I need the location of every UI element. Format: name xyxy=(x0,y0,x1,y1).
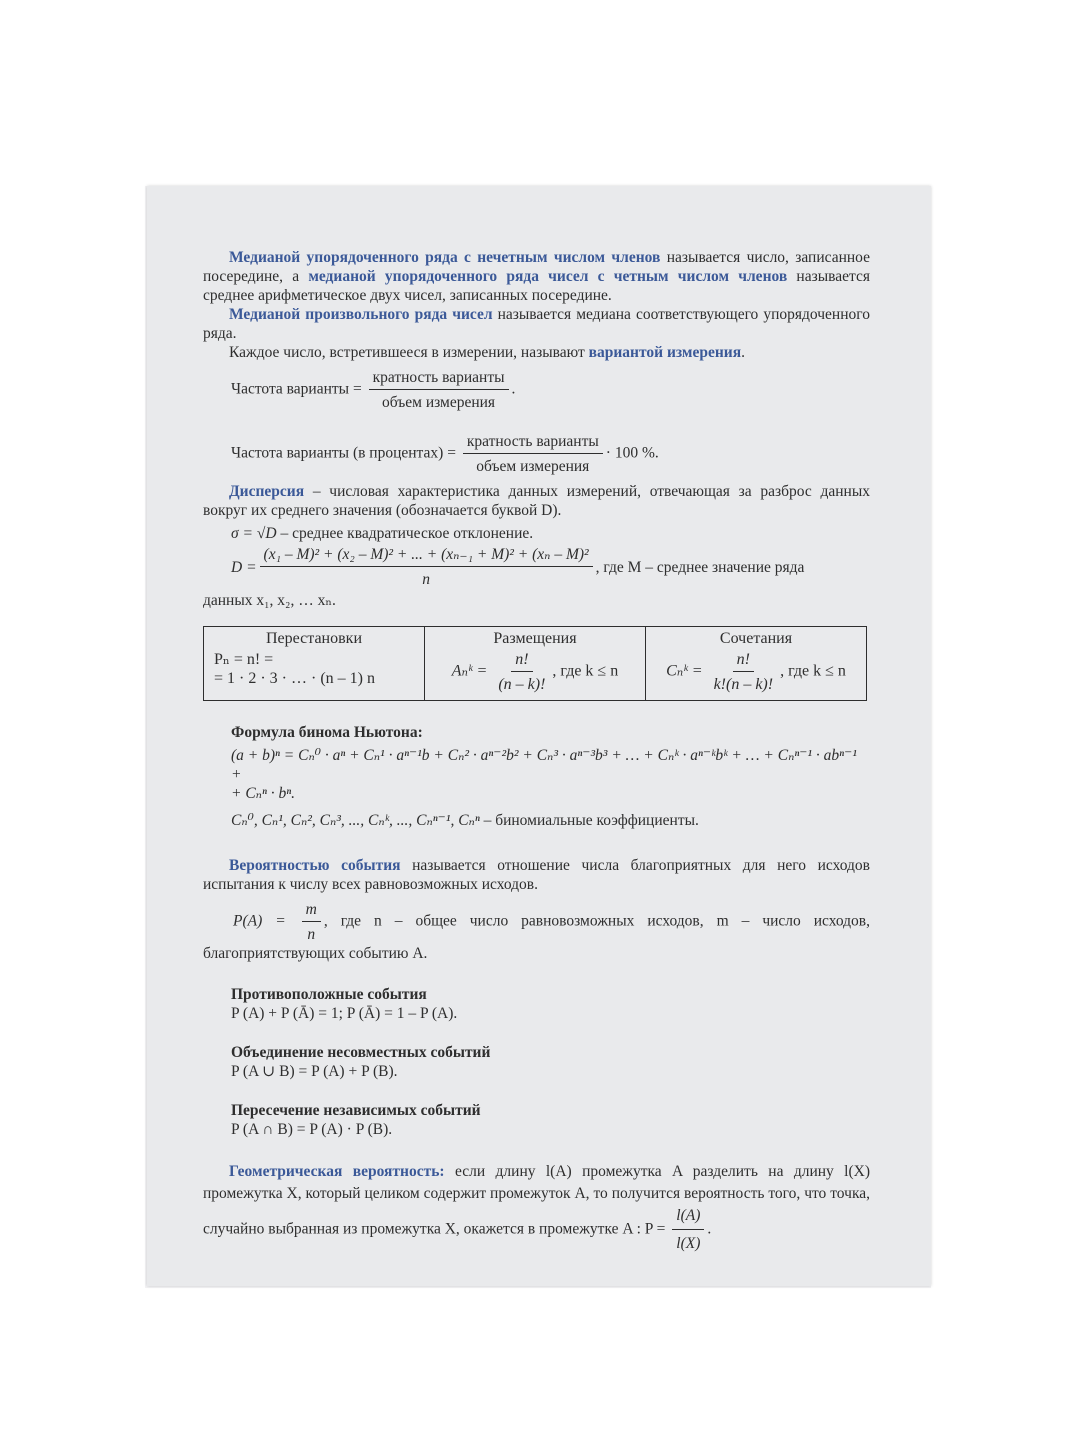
sigma-text: – среднее квадратическое отклонение. xyxy=(276,525,534,542)
variant-term: вариантой измерения xyxy=(588,344,742,361)
arrangements-cell xyxy=(425,648,646,701)
frequency-end: . xyxy=(511,380,516,398)
probability-denominator: n xyxy=(307,926,316,943)
event-intersection-title: Пересечение независимых событий xyxy=(231,1102,481,1119)
binomial-line-2 xyxy=(231,784,870,803)
probability-lhs: P(A) = xyxy=(233,912,286,930)
median-text-2: называется среднее арифметическое двух чисел, записанных посередине. xyxy=(203,268,870,304)
geometric-fraction xyxy=(672,1205,704,1255)
sigma-formula xyxy=(231,524,870,543)
geometric-text: если длину l(A) промежутка A разделить на длину l(X) промежутка X, который целиком содержит промежуток A, то получится вероятность того, что точка, случайно выбранная из промежутка X, окажется в промежутке A : P = xyxy=(203,1163,871,1238)
variant-text: Каждое число, встретившееся в измерении, называют xyxy=(229,344,589,361)
event-union-formula: P (A ∪ B) = P (A) + P (B). xyxy=(231,1063,398,1080)
frequency-percent-end: · 100 %. xyxy=(605,444,659,462)
binomial-coefficients-text: – биномиальные коэффициенты. xyxy=(479,812,699,829)
dispersion-lhs-text: D = xyxy=(231,558,257,576)
binomial-title: Формула бинома Ньютона: xyxy=(231,724,423,741)
permutations-line-2: = 1 · 2 · 3 · … · (n – 1) n xyxy=(214,670,375,687)
event-opposite-title: Противоположные события xyxy=(231,986,427,1003)
binomial-line-1-text: (a + b)ⁿ = Cₙ⁰ · aⁿ + Cₙ¹ · aⁿ⁻¹b + Cₙ² · aⁿ⁻²b² + Cₙ³ · aⁿ⁻³b³ + … + Cₙᵏ · aⁿ⁻ᵏbᵏ + … + Cₙⁿ⁻¹ · abⁿ⁻¹ + xyxy=(231,747,857,783)
dispersion-formula xyxy=(203,545,870,589)
frequency-fraction xyxy=(369,368,509,412)
probability-numerator: m xyxy=(302,900,321,922)
arrangements-header: Размещения xyxy=(425,627,646,649)
geometric-numerator: l(A) xyxy=(672,1205,704,1230)
probability-formula xyxy=(203,900,870,963)
median-odd-term: Медианой упорядоченного ряда с нечетным числом членов xyxy=(229,249,661,266)
frequency-percent-denominator: объем измерения xyxy=(476,458,590,475)
combinations-condition: , где k ≤ n xyxy=(780,662,846,680)
binomial-section xyxy=(231,723,870,830)
frequency-label: Частота варианты = xyxy=(231,380,362,398)
permutations-cell xyxy=(204,648,425,701)
probability-fraction xyxy=(302,900,321,944)
geometric-denominator: l(X) xyxy=(676,1235,701,1252)
combinations-cell xyxy=(646,648,867,701)
dispersion-text: – числовая характеристика данных измерений, отвечающая за разброс данных вокруг их среднего значения (обозначается буквой D). xyxy=(203,483,870,519)
arrangements-numerator: n! xyxy=(511,650,532,672)
frequency-numerator: кратность варианты xyxy=(369,368,509,390)
median-arbitrary-text: называется медиана соответствующего упорядоченного ряда. xyxy=(203,306,870,342)
arrangements-denominator: (n – k)! xyxy=(498,676,546,693)
permutations-line-1: Pₙ = n! = xyxy=(214,651,274,668)
combinations-denominator: k!(n – k)! xyxy=(713,676,774,693)
dispersion-numerator: (x₁ – M)² + (x₂ – M)² + ... + (xₙ₋₁ + M)² + (xₙ – M)² xyxy=(260,545,593,567)
geometric-term: Геометрическая вероятность: xyxy=(229,1163,445,1180)
permutations-header: Перестановки xyxy=(204,627,425,649)
median-arbitrary-paragraph xyxy=(203,305,870,343)
event-opposite-formula: P (A) + P (Ā) = 1; P (Ā) = 1 – P (A). xyxy=(231,1005,458,1022)
combinations-numerator: n! xyxy=(733,650,754,672)
event-intersection-formula: P (A ∩ B) = P (A) · P (B). xyxy=(231,1121,393,1138)
frequency-formula xyxy=(231,368,870,412)
frequency-percent-fraction xyxy=(463,432,603,476)
binomial-line-1 xyxy=(231,746,870,784)
dispersion-lhs xyxy=(231,558,257,577)
probability-text: называется отношение числа благоприятных для него исходов испытания к числу всех равновозможных исходов. xyxy=(203,857,870,893)
geometric-paragraph xyxy=(203,1161,870,1255)
sigma-expression: σ = √D xyxy=(231,525,277,542)
event-union xyxy=(231,1043,870,1081)
dispersion-denominator: n xyxy=(422,571,430,588)
event-intersection xyxy=(231,1101,870,1139)
variant-end: . xyxy=(741,344,745,361)
variant-paragraph xyxy=(203,343,870,362)
probability-paragraph xyxy=(203,856,870,894)
arrangements-condition: , где k ≤ n xyxy=(552,662,619,680)
dispersion-term: Дисперсия xyxy=(229,483,305,500)
dispersion-fraction xyxy=(260,545,593,589)
frequency-denominator: объем измерения xyxy=(382,394,496,411)
binomial-coefficients-list: Cₙ⁰, Cₙ¹, Cₙ², Cₙ³, ..., Cₙᵏ, ..., Cₙⁿ⁻¹, Cₙⁿ xyxy=(231,812,480,829)
frequency-percent-formula xyxy=(231,432,870,476)
event-union-title: Объединение несовместных событий xyxy=(231,1044,491,1061)
combinations-header: Сочетания xyxy=(646,627,867,649)
geometric-end: . xyxy=(707,1220,712,1238)
binomial-coefficients xyxy=(231,811,870,830)
frequency-percent-numerator: кратность варианты xyxy=(463,432,603,454)
binomial-line-2-text: + Cₙⁿ · bⁿ. xyxy=(231,785,295,802)
arrangements-fraction xyxy=(494,650,549,694)
probability-term: Вероятностью события xyxy=(229,857,401,874)
combinations-fraction xyxy=(710,650,778,694)
arrangements-lhs: Aₙᵏ = xyxy=(451,662,488,680)
combinatorics-table xyxy=(203,626,867,701)
dispersion-where: , где M – среднее значение ряда xyxy=(595,558,805,576)
frequency-percent-label: Частота варианты (в процентах) = xyxy=(231,444,456,462)
median-text-1: называется число, записанное посередине, а xyxy=(203,249,871,285)
dispersion-paragraph xyxy=(203,482,870,520)
event-opposite xyxy=(231,985,870,1023)
median-paragraph xyxy=(203,248,870,305)
probability-explanation: , где n – общее число равновозможных исходов, m – число исходов, благоприятствующих событию A. xyxy=(203,912,871,962)
combinations-lhs: Cₙᵏ = xyxy=(666,662,703,680)
median-arbitrary-term: Медианой произвольного ряда чисел xyxy=(229,306,493,323)
median-even-term: медианой упорядоченного ряда чисел с четным числом членов xyxy=(308,268,788,285)
dispersion-data: данных x₁, x₂, … xₙ. xyxy=(203,592,336,609)
page-content xyxy=(203,248,870,1255)
